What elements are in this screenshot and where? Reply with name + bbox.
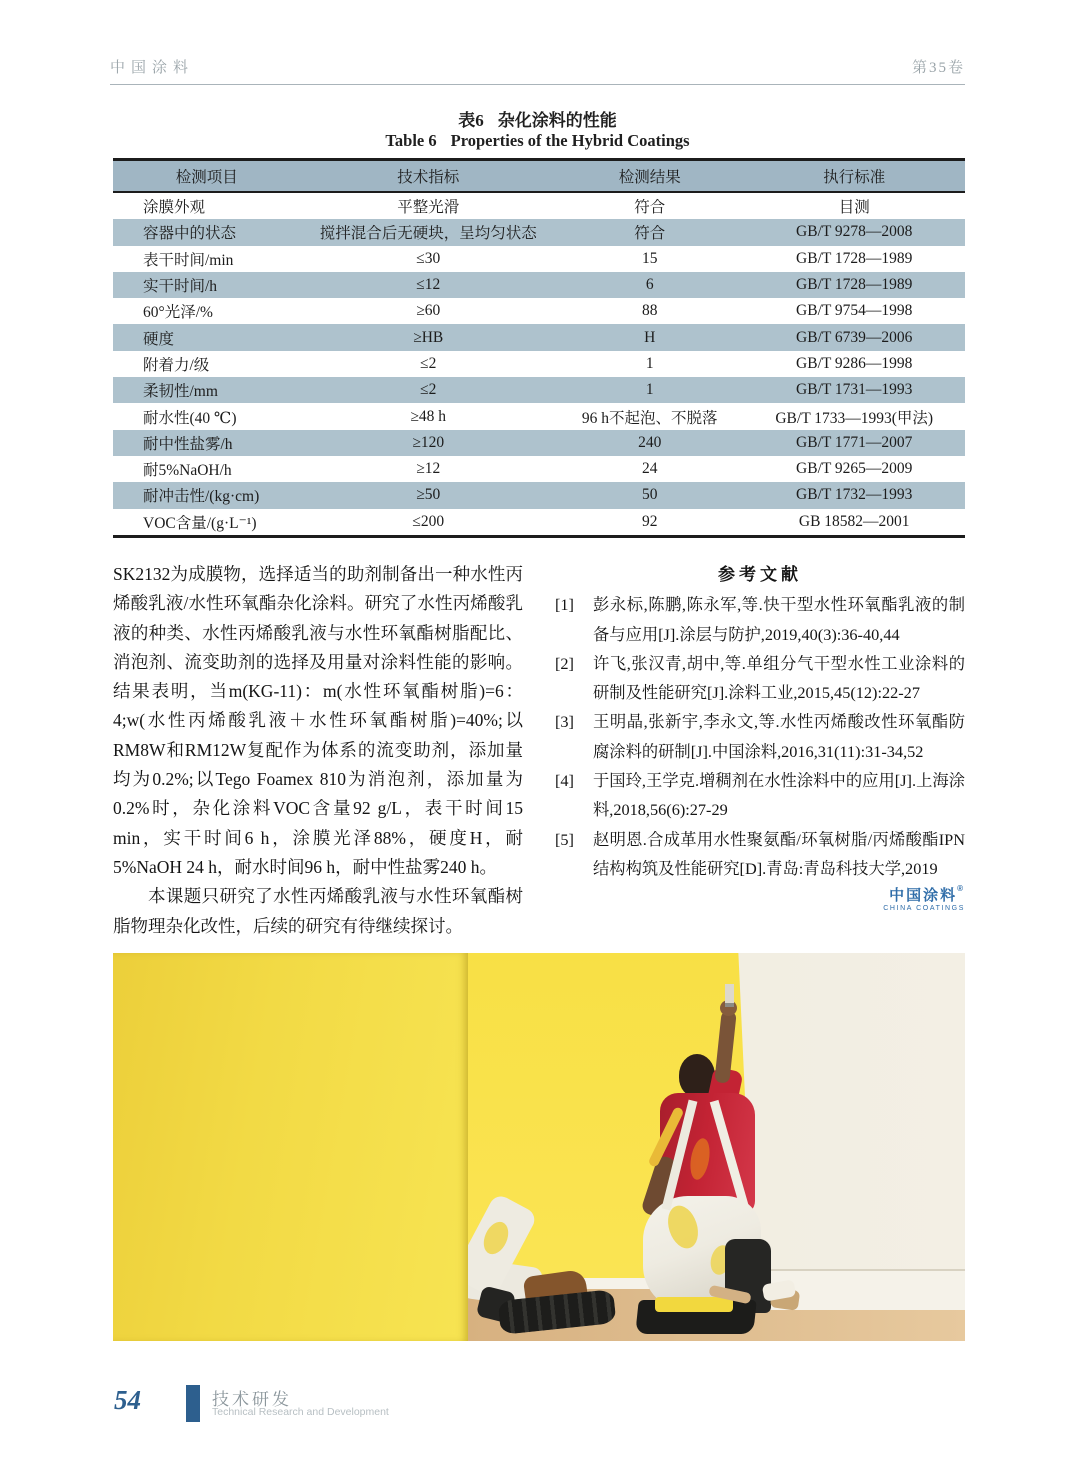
table-cell: ≤2	[420, 354, 437, 372]
table-row	[113, 430, 965, 456]
table-cell: 60°光泽/%	[143, 304, 213, 322]
body-paragraph-1: SK2132为成膜物，选择适当的助剂制备出一种水性丙烯酸乳液/水性环氧酯杂化涂料。研究了水性丙烯酸乳液的种类、水性丙烯酸乳液与水性环氧酯树脂配比、消泡剂、流变助剂的选择及用量对涂料性能的影响。结果表明，当m(KG-11)：m(水性环氧酯树脂)=6：4;w(水性丙烯酸乳液＋水性环氧酯树脂)=40%;以RM8W和RM12W复配作为体系的流变助剂，添加量均为0.2%;以Tego Foamex 810为消泡剂，添加量为0.2%时，杂化涂料VOC含量92 g/L，表干时间15 min，实干时间6 h，涂膜光泽88%，硬度H，耐5%NaOH 24 h，耐水时间96 h，耐中性盐雾240 h。	[113, 564, 523, 877]
journal-name: 中国涂料	[110, 60, 195, 76]
reference-number: [1]	[555, 595, 574, 615]
table-cell: 目测	[838, 199, 870, 217]
yellow-wall-left-panel	[113, 953, 468, 1341]
article-columns	[113, 560, 965, 941]
table-row	[113, 377, 965, 403]
reference-text: 于国玲,王学克.增稠剂在水性涂料中的应用[J].上海涂料,2018,56(6):27-29	[593, 771, 965, 820]
table-cell: 96 h不起泡、不脱落	[581, 409, 718, 427]
table-header-row	[113, 160, 965, 193]
table-cell: GB/T 1733—1993(甲法)	[775, 409, 934, 427]
table-cell: ≥120	[412, 433, 445, 451]
properties-table	[113, 158, 965, 538]
china-coatings-logo	[883, 884, 965, 912]
table-cell: 搅拌混合后无硬块，呈均匀状态	[319, 225, 537, 243]
table-cell: GB/T 1731—1993	[796, 381, 913, 399]
table-row	[113, 509, 965, 537]
reference-number: [3]	[555, 712, 574, 732]
reference-item	[555, 766, 965, 825]
table-cell: ≤2	[420, 381, 437, 399]
reference-item	[555, 590, 965, 649]
registered-mark: ®	[957, 884, 965, 893]
volume-number: 第35卷	[911, 60, 965, 76]
table-cell: 实干时间/h	[143, 278, 218, 296]
table-cell: GB/T 9265—2009	[796, 460, 913, 478]
table-cell: 1	[645, 354, 654, 372]
reference-text: 彭永标,陈鹏,陈永军,等.快干型水性环氧酯乳液的制备与应用[J].涂层与防护,2019,40(3):36-40,44	[593, 595, 965, 644]
table-cell: ≥12	[416, 460, 441, 478]
table-row	[113, 192, 965, 219]
table-row	[113, 456, 965, 482]
table-cell: 88	[642, 302, 658, 320]
logo-cn-text: 中国涂料®	[889, 884, 965, 904]
footer-section-en: Technical Research and Development	[212, 1406, 389, 1418]
table-cell: 符合	[634, 225, 666, 243]
footer-accent-bar	[186, 1385, 200, 1422]
table-row	[113, 219, 965, 245]
table-caption-en-text: Properties of the Hybrid Coatings	[450, 131, 690, 150]
table-cell: 涂膜外观	[143, 199, 206, 217]
table-caption-cn-label: 表6	[458, 111, 484, 130]
table-cell: 平整光滑	[397, 199, 460, 217]
table-row	[113, 324, 965, 350]
table-caption-cn-text: 杂化涂料的性能	[497, 111, 617, 130]
table-cell: ≥60	[416, 302, 441, 320]
column-header: 技术指标	[300, 160, 556, 193]
table-row	[113, 272, 965, 298]
reference-number: [4]	[555, 771, 574, 791]
table-cell: 附着力/级	[143, 356, 210, 374]
reference-list	[555, 590, 965, 883]
page-number: 54	[114, 1385, 141, 1415]
table-cell: GB/T 1771—2007	[796, 433, 913, 451]
properties-table-wrap	[113, 158, 965, 538]
table-cell: 硬度	[143, 330, 175, 348]
paint-brush	[725, 984, 734, 1007]
table-cell: 耐冲击性/(kg·cm)	[143, 488, 260, 506]
table-cell: GB 18582—2001	[798, 512, 910, 530]
table-cell: 1	[645, 381, 654, 399]
body-paragraph-2: 本课题只研究了水性丙烯酸乳液与水性环氧酯树脂物理杂化改性，后续的研究有待继续探讨。	[113, 886, 523, 936]
reference-item	[555, 707, 965, 766]
running-head	[110, 56, 965, 85]
table-caption-en-label: Table 6	[385, 131, 437, 150]
table-cell: H	[644, 328, 656, 346]
reference-number: [2]	[555, 653, 574, 673]
table-cell: ≥HB	[413, 328, 444, 346]
table-cell: 容器中的状态	[143, 225, 237, 243]
left-column	[113, 560, 523, 941]
reference-item	[555, 825, 965, 884]
reference-number: [5]	[555, 829, 574, 849]
table-cell: ≤12	[416, 276, 441, 294]
paint-in-tray	[655, 1297, 733, 1312]
table-cell: ≥48 h	[410, 407, 447, 425]
table-cell: GB/T 1728—1989	[796, 276, 913, 294]
reference-text: 赵明恩.合成革用水性聚氨酯/环氧树脂/丙烯酸酯IPN结构构筑及性能研究[D].青岛:青岛科技大学,2019	[593, 829, 965, 878]
table-body	[113, 192, 965, 536]
table-cell: GB/T 6739—2006	[796, 328, 913, 346]
table-cell: 耐水性(40 ℃)	[143, 409, 237, 427]
table-caption-en	[0, 131, 1075, 151]
table-cell: ≥50	[416, 486, 441, 504]
table-row	[113, 298, 965, 324]
table-cell: 耐中性盐雾/h	[143, 435, 233, 453]
references-heading: 参考文献	[718, 565, 802, 584]
table-cell: 50	[642, 486, 658, 504]
table-cell: VOC含量/(g·L⁻¹)	[143, 514, 257, 532]
table-cell: 柔韧性/mm	[143, 383, 218, 401]
table-cell: ≤200	[412, 512, 445, 530]
reference-item	[555, 649, 965, 708]
table-row	[113, 351, 965, 377]
column-header: 检测结果	[556, 160, 743, 193]
table-cell: GB/T 9278—2008	[796, 223, 913, 241]
footer-section-cn: 技术研发	[212, 1390, 292, 1409]
table-cell: ≤30	[416, 249, 441, 267]
table-cell: 24	[642, 460, 658, 478]
column-header: 检测项目	[113, 160, 300, 193]
table-cell: GB/T 1732—1993	[796, 486, 913, 504]
table-cell: 15	[642, 249, 658, 267]
table-row	[113, 482, 965, 508]
logo-en-text: CHINA COATINGS	[883, 905, 965, 912]
table-cell: 表干时间/min	[143, 251, 234, 269]
table-cell: GB/T 9754—1998	[796, 302, 913, 320]
table-row	[113, 246, 965, 272]
column-header: 执行标准	[743, 160, 965, 193]
table-caption-cn	[0, 106, 1075, 131]
table-cell: GB/T 9286—1998	[796, 354, 913, 372]
painter-photo	[113, 953, 965, 1341]
table-cell: 耐5%NaOH/h	[143, 462, 232, 480]
table-row	[113, 403, 965, 429]
table-cell: 240	[638, 433, 662, 451]
reference-text: 许飞,张汉青,胡中,等.单组分气干型水性工业涂料的研制及性能研究[J].涂料工业,2015,45(12):22-27	[593, 653, 965, 703]
reference-text: 王明晶,张新宇,李永文,等.水性丙烯酸改性环氧酯防腐涂料的研制[J].中国涂料,2016,31(11):31-34,52	[593, 712, 965, 761]
table-cell: 符合	[634, 199, 666, 217]
table-cell: GB/T 1728—1989	[796, 249, 913, 267]
table-cell: 92	[642, 512, 658, 530]
table-cell: 6	[645, 276, 654, 294]
